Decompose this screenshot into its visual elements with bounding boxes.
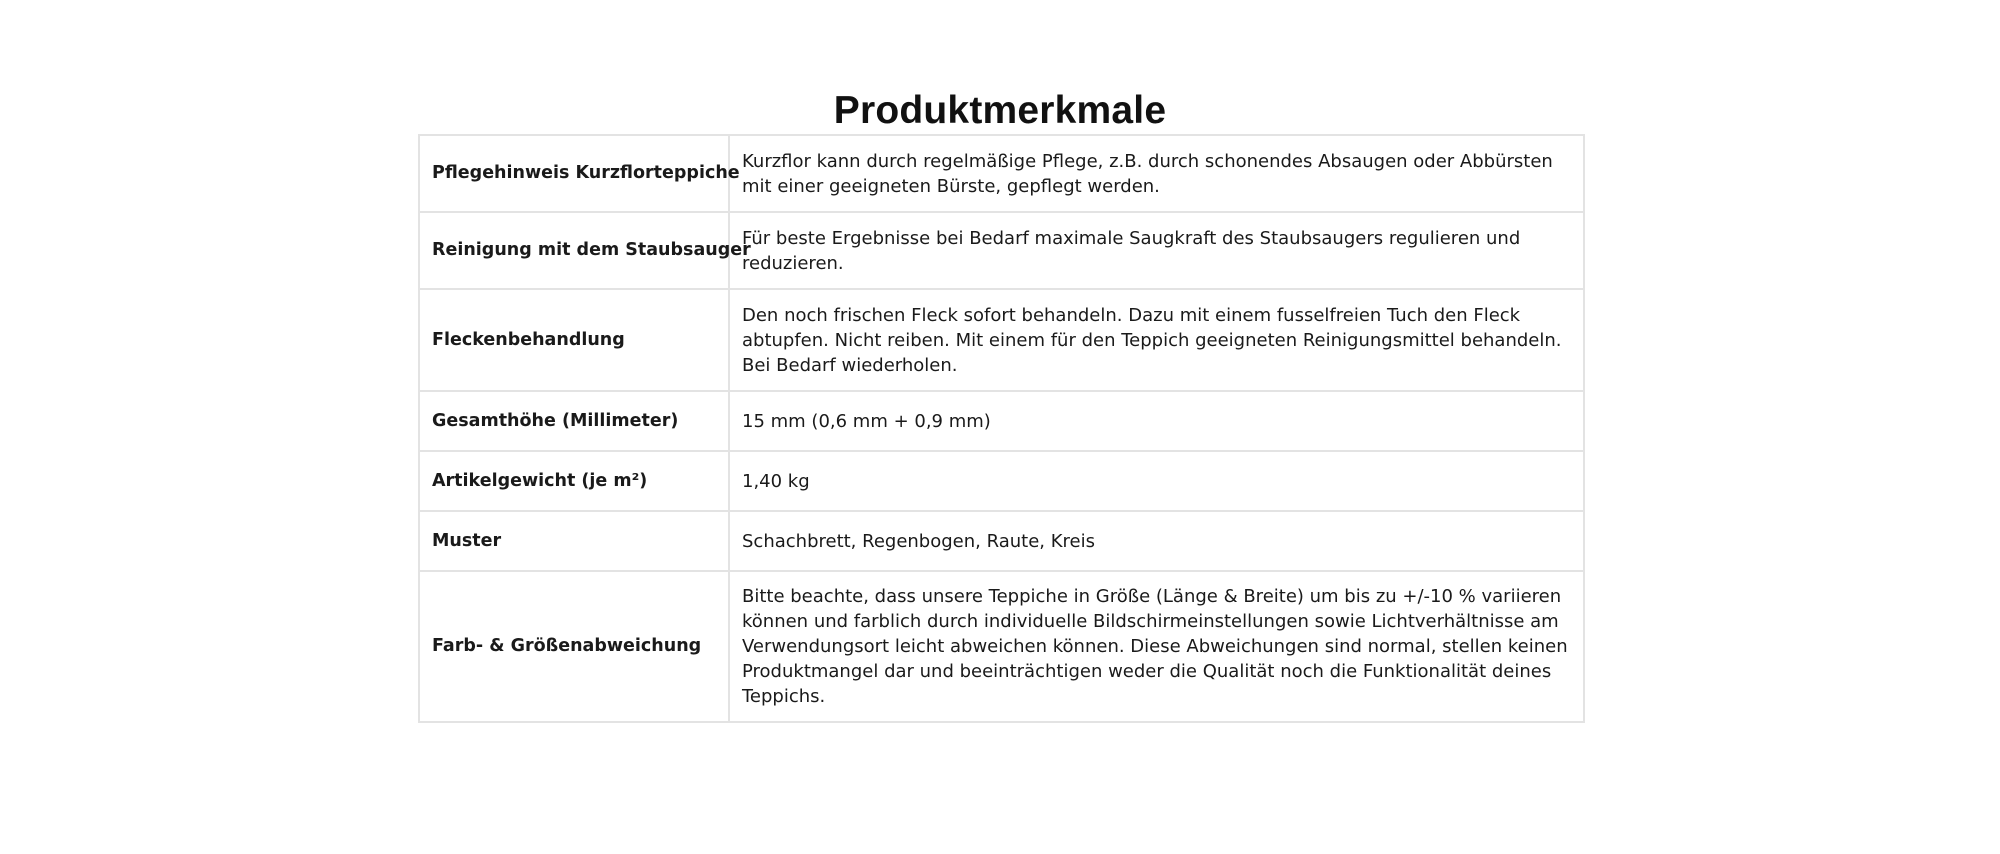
table-row xyxy=(419,451,1584,511)
row-label-pattern: Muster xyxy=(419,511,729,571)
row-value-item-weight: 1,40 kg xyxy=(729,451,1584,511)
product-features-table xyxy=(418,134,1585,723)
row-label-care-notes: Pflegehinweis Kurzflorteppiche xyxy=(419,135,729,212)
row-label-stain-treatment: Fleckenbehandlung xyxy=(419,289,729,391)
row-value-care-notes: Kurzflor kann durch regelmäßige Pflege, z.B. durch schonendes Absaugen oder Abbürsten mit einer geeigneten Bürste, gepflegt werden. xyxy=(729,135,1584,212)
row-label-total-height: Gesamthöhe (Millimeter) xyxy=(419,391,729,451)
row-label-item-weight: Artikelgewicht (je m²) xyxy=(419,451,729,511)
table-row xyxy=(419,511,1584,571)
row-label-color-size-deviation: Farb- & Größenabweichung xyxy=(419,571,729,722)
row-value-vacuum-cleaning: Für beste Ergebnisse bei Bedarf maximale Saugkraft des Staubsaugers regulieren und reduzieren. xyxy=(729,212,1584,289)
row-value-color-size-deviation: Bitte beachte, dass unsere Teppiche in Größe (Länge & Breite) um bis zu +/-10 % variieren können und farblich durch individuelle Bildschirmeinstellungen sowie Lichtverhältnisse am Verwendungsort leicht abweichen können. Diese Abweichungen sind normal, stellen keinen Produktmangel dar und beeinträchtigen weder die Qualität noch die Funktionalität deines Teppichs. xyxy=(729,571,1584,722)
table-row xyxy=(419,135,1584,212)
page-title: Produktmerkmale xyxy=(833,89,1167,133)
row-value-pattern: Schachbrett, Regenbogen, Raute, Kreis xyxy=(729,511,1584,571)
row-value-stain-treatment: Den noch frischen Fleck sofort behandeln. Dazu mit einem fusselfreien Tuch den Fleck abtupfen. Nicht reiben. Mit einem für den Teppich geeigneten Reinigungsmittel behandeln. Bei Bedarf wiederholen. xyxy=(729,289,1584,391)
row-value-total-height: 15 mm (0,6 mm + 0,9 mm) xyxy=(729,391,1584,451)
table-row xyxy=(419,571,1584,722)
table-row xyxy=(419,391,1584,451)
table-row xyxy=(419,289,1584,391)
row-label-vacuum-cleaning: Reinigung mit dem Staubsauger xyxy=(419,212,729,289)
table-row xyxy=(419,212,1584,289)
